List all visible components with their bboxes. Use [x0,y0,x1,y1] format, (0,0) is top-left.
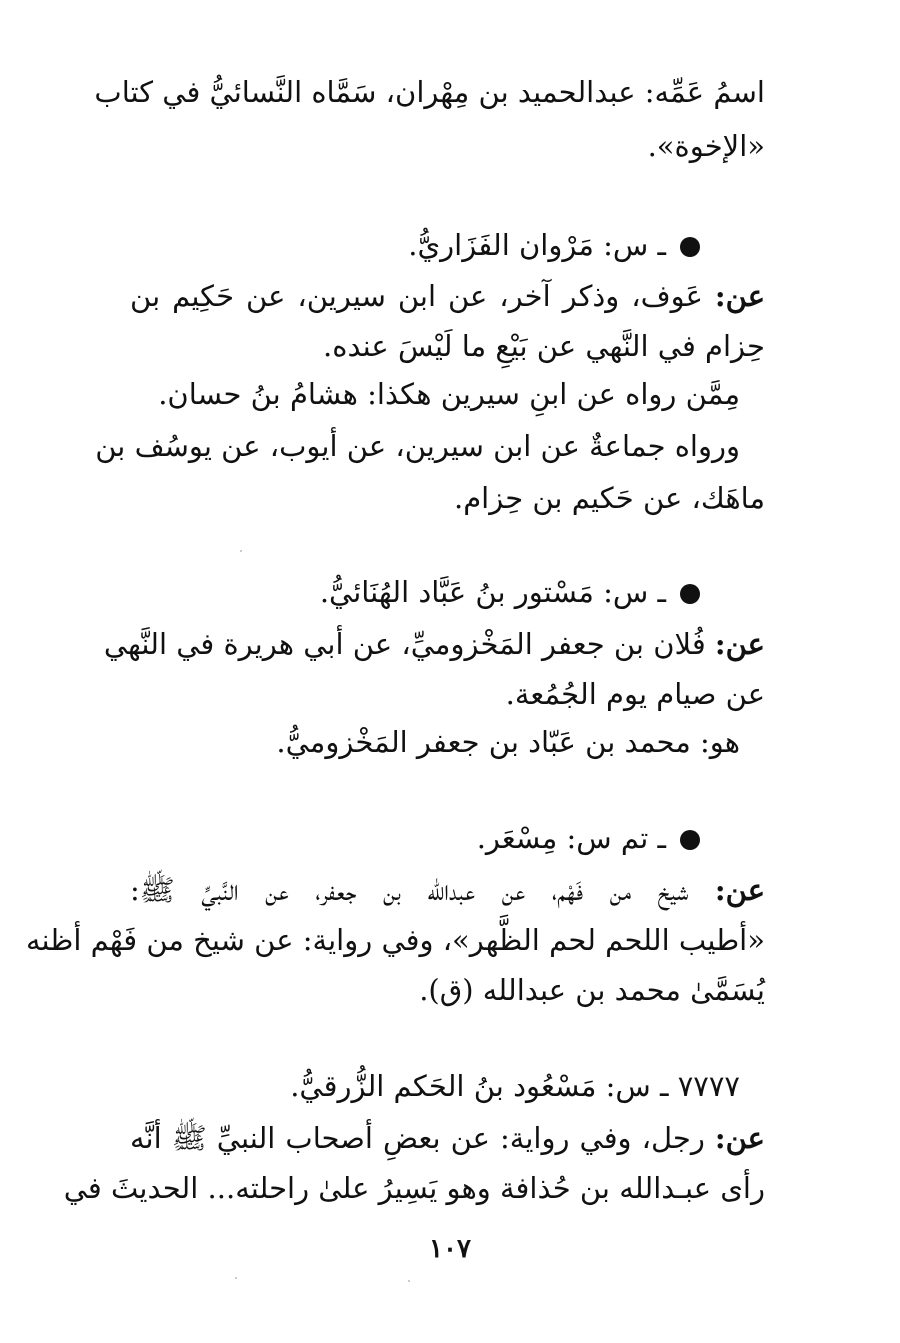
entry-text: رجل، وفي رواية: عن بعضِ أصحاب النبيِّ ﷺ أنَّه [130,1121,705,1155]
entry-heading-text: ـ تم س: مِسْعَر. [476,821,666,855]
text-line: «الإخوة». [647,129,765,163]
scan-speck [235,1277,237,1279]
bullet-icon [680,584,700,604]
entry-heading [130,225,700,265]
entry-heading: ٧٧٧٧ ـ س: مَسْعُود بنُ الحَكم الزُّرقيُّ. [290,1069,740,1103]
entry-label: عن: [714,627,765,661]
bullet-icon [680,830,700,850]
entry-text: فُلان بن جعفر المَخْزوميِّ، عن أبي هريرة في النَّهي [103,627,706,661]
entry-heading [130,818,700,858]
entry-text: عَوف، وذكر آخر، عن ابن سيرين، عن حَكِيم بن [130,279,703,313]
text-line: حِزام في النَّهي عن بَيْعِ ما لَيْسَ عنده. [323,329,765,363]
entry-label: عن: [714,873,766,907]
entry-label: عن: [714,1121,765,1155]
text-line: مِمَّن رواه عن ابنِ سيرين هكذا: هشامُ بنُ حسان. [158,377,740,411]
page-number: ١٠٧ [429,1234,471,1264]
entry-heading-text: ـ س: مَرْوان الفَزَاريُّ. [408,228,666,262]
entry-text: شيخ من فَهْم، عن عبدالله بن جعفر، عن النَّبيِّ ﷺ: [130,873,689,907]
entry-label: عن: [714,279,766,313]
entry-heading [130,572,700,612]
text-line [130,1118,765,1158]
bullet-icon [680,237,700,257]
text-line: رأى عبـدالله بن حُذافة وهو يَسِيرُ علىٰ راحلته... الحديثَ في [63,1171,765,1205]
text-line: ورواه جماعةٌ عن ابن سيرين، عن أيوب، عن يوسُف بن [95,429,740,463]
text-line [103,624,765,664]
text-line: هو: محمد بن عَبّاد بن جعفر المَخْزوميُّ. [276,725,740,759]
scan-speck [408,1280,410,1282]
text-line [130,870,765,910]
text-line [130,276,765,316]
text-line: عن صيام يوم الجُمُعة. [505,677,765,711]
text-line: «أطيب اللحم لحم الظَّهر»، وفي رواية: عن شيخ من فَهْم أظنه [25,923,765,957]
text-line: اسمُ عَمِّه: عبدالحميد بن مِهْران، سَمَّاه النَّسائيُّ في كتاب [94,75,765,109]
scan-speck [240,550,242,552]
text-line: يُسَمَّىٰ محمد بن عبدالله (ق). [419,973,765,1007]
text-line: ماهَك، عن حَكيم بن حِزام. [453,481,765,515]
entry-heading-text: ـ س: مَسْتور بنُ عَبَّاد الهُنَائيُّ. [319,575,666,609]
